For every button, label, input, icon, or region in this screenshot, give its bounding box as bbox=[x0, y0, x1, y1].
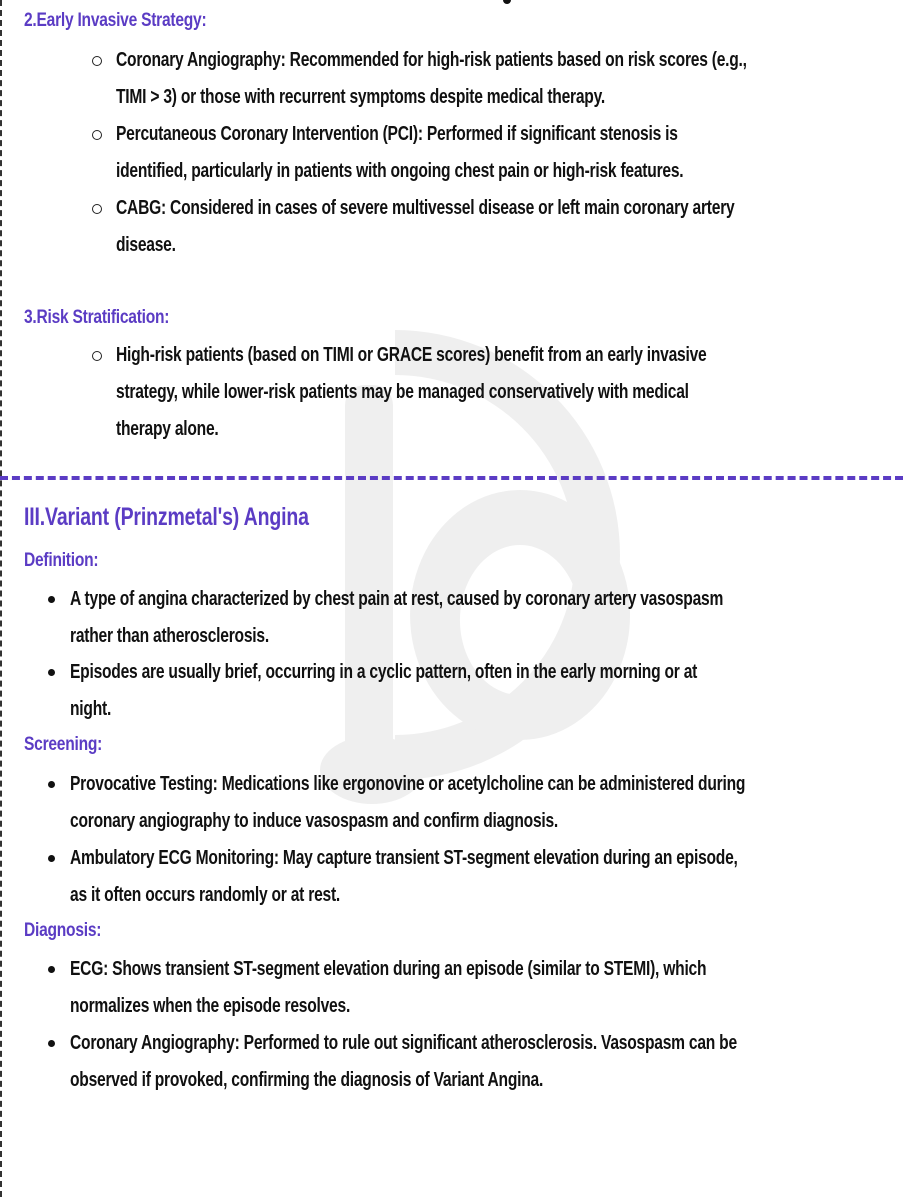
bullet-circle-icon bbox=[92, 351, 102, 361]
list-item bbox=[116, 116, 683, 190]
list-item-line: therapy alone. bbox=[116, 418, 219, 440]
section-heading-risk-stratification: 3.Risk Stratification: bbox=[24, 307, 170, 328]
bullet-dot-icon bbox=[48, 781, 55, 788]
list-item bbox=[70, 654, 697, 728]
section-divider bbox=[0, 476, 903, 480]
bullet-dot-icon bbox=[48, 966, 55, 973]
bullet-dot-icon bbox=[48, 1040, 55, 1047]
list-item-line: normalizes when the episode resolves. bbox=[70, 995, 351, 1017]
list-item-line: ECG: Shows transient ST-segment elevation during an episode (similar to STEMI), which bbox=[70, 958, 707, 980]
bullet-circle-icon bbox=[92, 130, 102, 140]
list-item bbox=[70, 951, 706, 1025]
list-item-line: Percutaneous Coronary Intervention (PCI): Performed if significant stenosis is bbox=[116, 123, 678, 145]
list-item-line: observed if provoked, confirming the diagnosis of Variant Angina. bbox=[70, 1069, 544, 1091]
bullet-dot-icon bbox=[48, 669, 55, 676]
list-item bbox=[70, 581, 723, 655]
list-item-line: Coronary Angiography: Recommended for high-risk patients based on risk scores (e.g., bbox=[116, 49, 747, 71]
list-item-line: as it often occurs randomly or at rest. bbox=[70, 884, 341, 906]
list-item bbox=[70, 1025, 737, 1099]
list-item bbox=[70, 766, 745, 840]
list-item bbox=[116, 42, 747, 116]
list-item-line: coronary angiography to induce vasospasm and confirm diagnosis. bbox=[70, 810, 559, 832]
list-item-line: Provocative Testing: Medications like ergonovine or acetylcholine can be administered during bbox=[70, 773, 746, 795]
subheading-definition: Definition: bbox=[24, 550, 99, 571]
bullet-dot-icon bbox=[48, 596, 55, 603]
list-item-line: CABG: Considered in cases of severe multivessel disease or left main coronary artery bbox=[116, 197, 735, 219]
subheading-diagnosis: Diagnosis: bbox=[24, 920, 102, 941]
list-item bbox=[116, 190, 734, 264]
list-item-line: TIMI > 3) or those with recurrent symptoms despite medical therapy. bbox=[116, 86, 605, 108]
list-item bbox=[116, 337, 706, 448]
list-item-line: Coronary Angiography: Performed to rule out significant atherosclerosis. Vasospasm can be bbox=[70, 1032, 737, 1054]
list-item-line: identified, particularly in patients with ongoing chest pain or high-risk features. bbox=[116, 160, 684, 182]
section-title-variant-angina: III.Variant (Prinzmetal's) Angina bbox=[24, 503, 309, 531]
list-item-line: night. bbox=[70, 698, 112, 720]
list-item-line: Ambulatory ECG Monitoring: May capture transient ST-segment elevation during an episode, bbox=[70, 847, 738, 869]
list-item-line: High-risk patients (based on TIMI or GRACE scores) benefit from an early invasive bbox=[116, 344, 707, 366]
list-item-line: rather than atherosclerosis. bbox=[70, 625, 269, 647]
section-heading-early-invasive: 2.Early Invasive Strategy: bbox=[24, 10, 207, 31]
bullet-dot-icon bbox=[48, 855, 55, 862]
bullet-circle-icon bbox=[92, 204, 102, 214]
bullet-circle-icon bbox=[92, 56, 102, 66]
list-item-line: A type of angina characterized by chest pain at rest, caused by coronary artery vasospasm bbox=[70, 588, 724, 610]
subheading-screening: Screening: bbox=[24, 734, 103, 755]
list-item-line: disease. bbox=[116, 234, 176, 256]
list-item-line: Episodes are usually brief, occurring in a cyclic pattern, often in the early morning or at bbox=[70, 661, 698, 683]
list-item-line: strategy, while lower-risk patients may be managed conservatively with medical bbox=[116, 381, 689, 403]
list-item bbox=[70, 840, 738, 914]
